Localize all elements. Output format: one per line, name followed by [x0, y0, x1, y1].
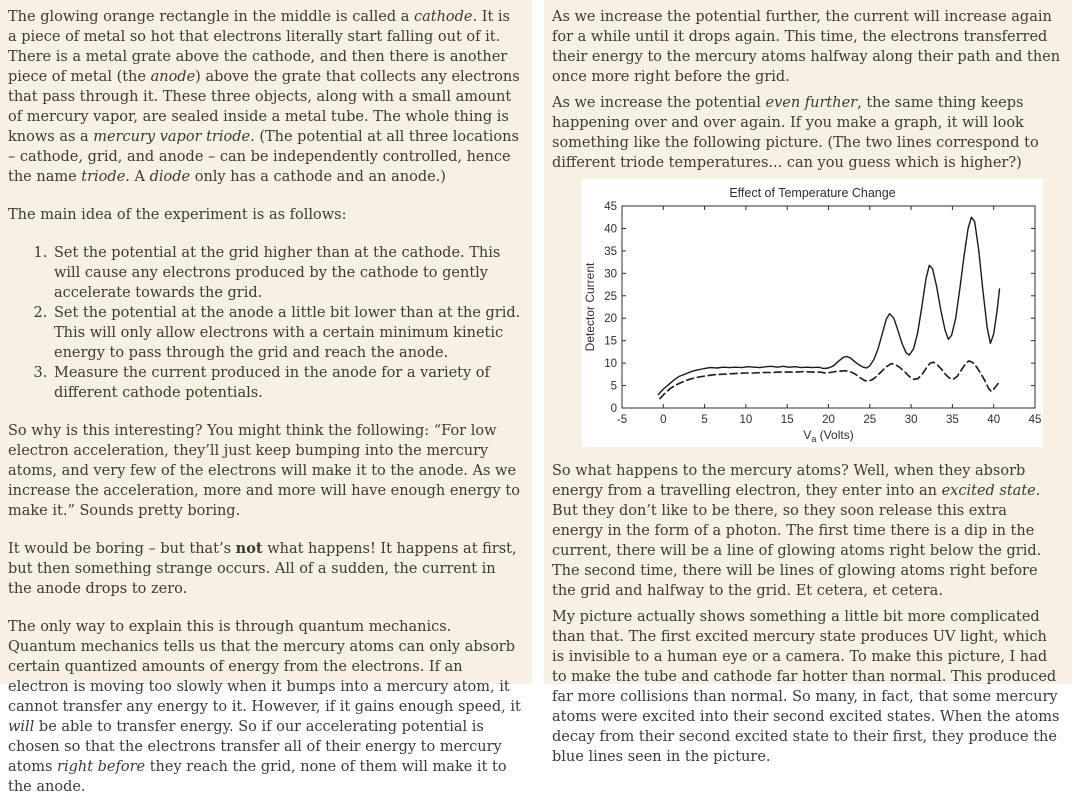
svg-text:20: 20	[604, 313, 617, 326]
experiment-steps-list	[8, 243, 521, 403]
svg-text:35: 35	[946, 414, 959, 426]
svg-text:40: 40	[987, 414, 1001, 426]
svg-text:Va (Volts): $V_a$ (Volts)	[803, 428, 854, 444]
svg-text:30: 30	[904, 414, 918, 426]
svg-text:0: 0	[660, 414, 667, 426]
paragraph-quantum-explanation: The only way to explain this is through quantum mechanics. Quantum mechanics tells us that the mercury atoms can only absorb certain quantized amounts of energy from the electrons. If an electron is moving too slowly when it bumps into a mercury atom, it cannot transfer any energy to it. However, if it gains enough speed, it will be able to transfer energy. So if our accelerating potential is chosen so that the electrons transfer all of their energy to mercury atoms right before they reach the grid, none of them will make it to the anode.	[8, 619, 521, 795]
paragraph-cathode-intro: The glowing orange rectangle in the middle is called a cathode. It is a piece of metal so hot that electrons literally start falling out of it. There is a metal grate above the cathode, and then there is another piece of metal (the anode) above the grate that collects any electrons that pass through it. These three objects, along with a small amount of mercury vapor, are sealed inside a metal tube. The whole thing is knows as a mercury vapor triode. (The potential at all three locations – cathode, grid, and anode – can be independently controlled, hence the name triode. A diode only has a cathode and an anode.)	[8, 9, 520, 185]
paragraph-even-further: As we increase the potential even further, the same thing keeps happening over and over again. If you make a graph, it will look something like the following picture. (The two lines correspond to different triode temperatures... can you guess which is higher?)	[552, 95, 1039, 171]
svg-text:-5: -5	[616, 414, 628, 426]
svg-text:Detector Current: Detector Current	[583, 262, 597, 352]
paragraph-mercury-atoms: So what happens to the mercury atoms? Well, when they absorb energy from a travelling electron, they enter into an excited state. But they don’t like to be there, so they soon release this extra energy in the form of a photon. The first time there is a dip in the current, there will be a line of glowing atoms right below the grid. The second time, there will be lines of glowing atoms right before the grid and halfway to the grid. Et cetera, et cetera.	[552, 463, 1042, 599]
svg-text:15: 15	[604, 335, 617, 348]
svg-text:15: 15	[780, 414, 794, 426]
paragraph-why-interesting: So why is this interesting? You might think the following: “For low electron acceleration, they’ll just keep bumping into the mercury atoms, and very few of the electrons will make it to the anode. As we increase the acceleration, more and more will have enough energy to make it.” Sounds pretty boring.	[8, 423, 520, 519]
chart-figure	[582, 179, 1043, 447]
svg-text:5: 5	[701, 414, 708, 426]
paragraph-main-idea: The main idea of the experiment is as follows:	[8, 207, 347, 223]
svg-text:35: 35	[604, 245, 617, 258]
svg-text:25: 25	[604, 290, 617, 303]
svg-text:0: 0	[610, 403, 617, 415]
svg-text:30: 30	[604, 268, 617, 281]
svg-text:10: 10	[739, 414, 753, 426]
svg-text:40: 40	[604, 223, 617, 236]
svg-text:10: 10	[604, 358, 617, 371]
right-column	[544, 0, 1072, 765]
left-column	[0, 0, 532, 795]
paragraph-picture-complication: My picture actually shows something a little bit more complicated than that. The first excited mercury state produces UV light, which is invisible to a human eye or a camera. To make this picture, I had to make the tube and cathode far hotter than normal. This produced far more collisions than normal. So many, in fact, that some mercury atoms were excited into their second excited states. When the atoms decay from their second excited state to their first, they produce the blue lines seen in the picture.	[552, 609, 1060, 765]
svg-text:45: 45	[1028, 414, 1042, 426]
paragraph-increase-potential: As we increase the potential further, the current will increase again for a while until it drops again. This time, the electrons transferred their energy to the mercury atoms halfway along their path and then once more right before the grid.	[552, 9, 1061, 85]
svg-text:25: 25	[863, 414, 877, 426]
svg-text:20: 20	[822, 414, 835, 426]
chart-canvas	[582, 201, 1043, 451]
svg-text:5: 5	[610, 380, 617, 393]
paragraph-not-boring: It would be boring – but that’s not what happens! It happens at first, but then something strange occurs. All of a sudden, the current in the anode drops to zero.	[8, 540, 517, 597]
list-item-step-3: 3. Measure the current produced in the anode for a variety of different cathode potentials.	[52, 363, 521, 403]
list-item-step-2: 2. Set the potential at the anode a little bit lower than at the grid. This will only allow electrons with a certain minimum kinetic energy to pass through the grid and reach the anode.	[52, 303, 521, 363]
list-item-step-1: 1. Set the potential at the grid higher than at the cathode. This will cause any electrons produced by the cathode to gently accelerate towards the grid.	[52, 243, 521, 303]
chart-title: Effect of Temperature Change	[729, 186, 896, 200]
svg-text:45: 45	[604, 201, 617, 213]
